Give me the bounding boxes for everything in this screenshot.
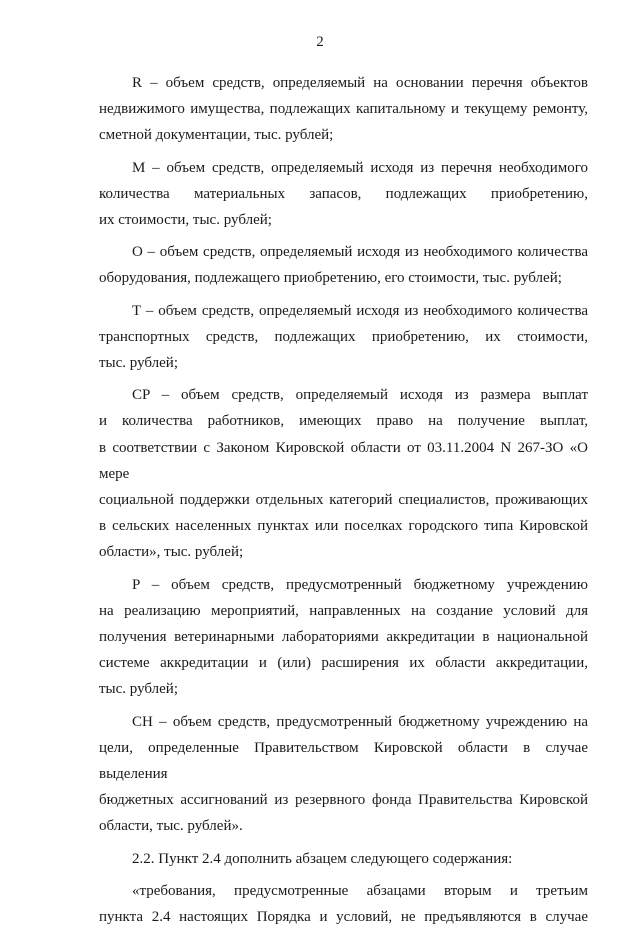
text-line: тыс. рублей; — [99, 355, 178, 372]
text-line: 2.2. Пункт 2.4 дополнить абзацем следующего содержания: — [132, 850, 513, 867]
text-line: сметной документации, тыс. рублей; — [99, 127, 334, 144]
paragraph-m — [99, 155, 588, 234]
document-body — [99, 70, 588, 936]
paragraph-ch — [99, 709, 588, 840]
text-line: CH – объем средств, предусмотренный бюджетному учреждению на — [132, 713, 588, 730]
text-line: T – объем средств, определяемый исходя из необходимого количества — [132, 302, 588, 319]
page-number: 2 — [316, 34, 324, 50]
text-line: на реализацию мероприятий, направленных на создание условий для — [99, 602, 588, 619]
paragraph-t — [99, 298, 588, 377]
text-line: области, тыс. рублей». — [99, 818, 243, 835]
text-line: в сельских населенных пунктах или поселках городского типа Кировской — [99, 518, 588, 535]
text-line: цели, определенные Правительством Кировской области в случае выделения — [99, 739, 588, 783]
text-line: бюджетных ассигнований из резервного фонда Правительства Кировской — [99, 792, 588, 809]
paragraph-2-2 — [99, 846, 588, 872]
text-line: P – объем средств, предусмотренный бюджетному учреждению — [132, 576, 588, 593]
text-line: получения ветеринарными лабораториями аккредитации в национальной — [99, 629, 588, 646]
text-line: O – объем средств, определяемый исходя из необходимого количества — [132, 244, 588, 261]
text-line: тыс. рублей; — [99, 681, 178, 698]
text-line: M – объем средств, определяемый исходя из перечня необходимого — [132, 159, 588, 176]
text-line: пункта 2.4 настоящих Порядка и условий, не предъявляются в случае — [99, 909, 588, 926]
text-line: и количества работников, имеющих право на получение выплат, — [99, 413, 588, 430]
paragraph-quote — [99, 878, 588, 930]
text-line: CP – объем средств, определяемый исходя из размера выплат — [132, 387, 588, 404]
text-line: области», тыс. рублей; — [99, 544, 244, 561]
paragraph-cp — [99, 382, 588, 565]
paragraph-r — [99, 70, 588, 149]
text-line: недвижимого имущества, подлежащих капитальному и текущему ремонту, — [99, 101, 588, 118]
paragraph-p — [99, 572, 588, 703]
text-line: R – объем средств, определяемый на основании перечня объектов — [132, 75, 588, 91]
text-line: количества материальных запасов, подлежащих приобретению, — [99, 185, 588, 202]
text-line: в соответствии с Законом Кировской области от 03.11.2004 N 267-ЗО «О мере — [99, 439, 588, 482]
text-line: социальной поддержки отдельных категорий специалистов, проживающих — [99, 492, 588, 509]
text-line: их стоимости, тыс. рублей; — [99, 212, 272, 229]
text-line: транспортных средств, подлежащих приобретению, их стоимости, — [99, 328, 588, 345]
text-line: системе аккредитации и (или) расширения их области аккредитации, — [99, 655, 588, 672]
paragraph-o — [99, 239, 588, 291]
text-line: «требования, предусмотренные абзацами вторым и третьим — [132, 882, 588, 899]
text-line: оборудования, подлежащего приобретению, его стоимости, тыс. рублей; — [99, 270, 562, 287]
